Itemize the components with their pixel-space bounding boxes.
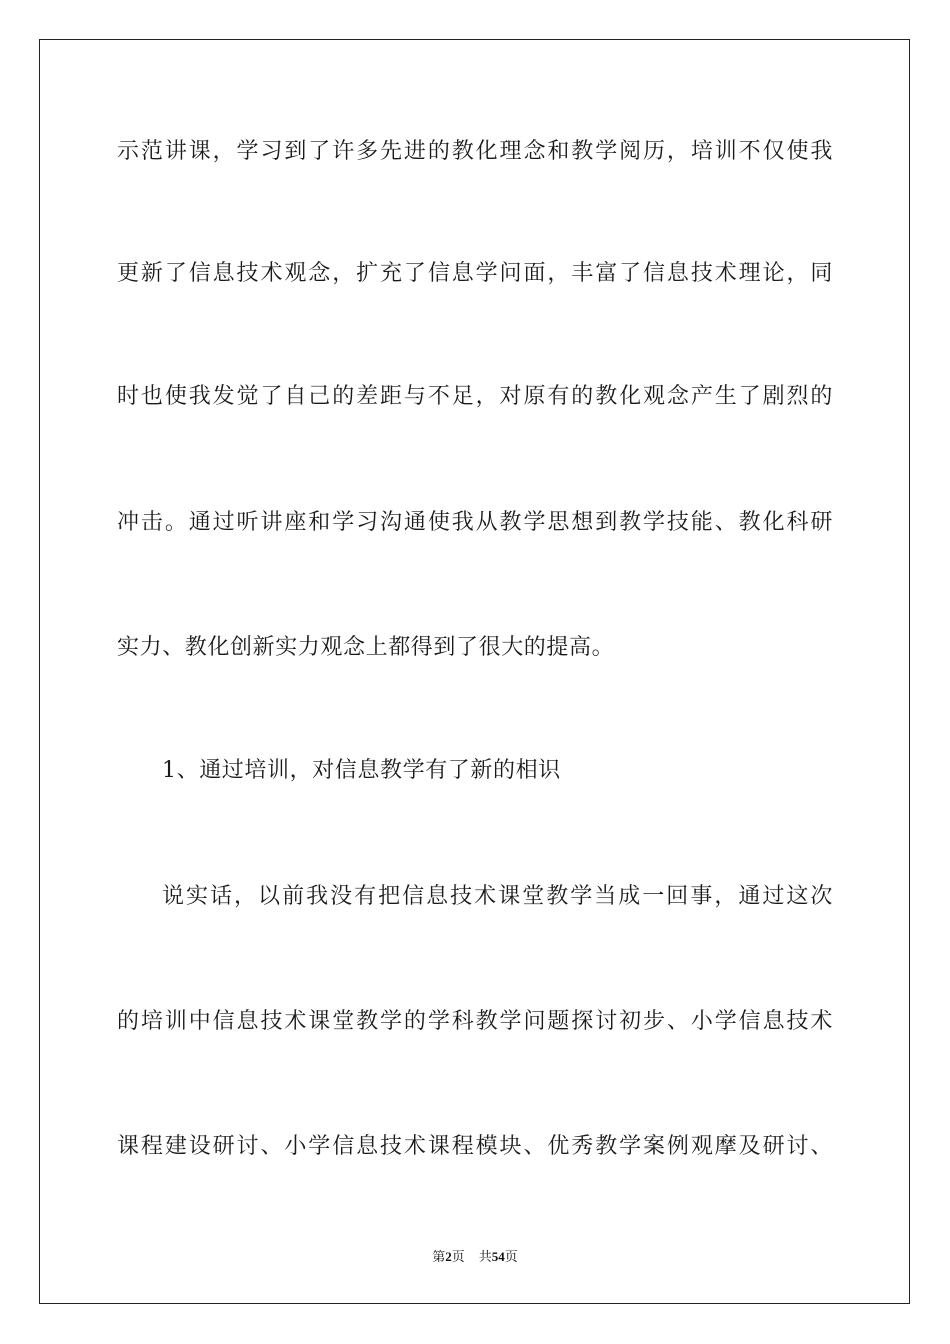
section-heading: 1、通过培训，对信息教学有了新的相识 (162, 758, 561, 783)
body-line-4: 冲击。通过听讲座和学习沟通使我从教学思想到教学技能、教化科研 (117, 510, 833, 535)
page-prefix: 第 (432, 1249, 446, 1264)
page-number: 2 (445, 1249, 452, 1264)
body-line-2: 更新了信息技术观念，扩充了信息学问面，丰富了信息技术理论，同 (117, 261, 833, 286)
body-line-9: 课程建设研讨、小学信息技术课程模块、优秀教学案例观摩及研讨、 (117, 1134, 833, 1159)
page-suffix: 页 (451, 1249, 465, 1264)
total-prefix: 共 (478, 1249, 492, 1264)
page-border (39, 39, 910, 1304)
body-line-8: 的培训中信息技术课堂教学的学科教学问题探讨初步、小学信息技术 (117, 1009, 833, 1034)
total-pages: 54 (491, 1249, 505, 1264)
body-line-3: 时也使我发觉了自己的差距与不足，对原有的教化观念产生了剧烈的 (117, 384, 833, 409)
body-line-7: 说实话，以前我没有把信息技术课堂教学当成一回事，通过这次 (162, 884, 833, 909)
page-footer (0, 1246, 950, 1265)
total-suffix: 页 (504, 1249, 518, 1264)
body-line-5: 实力、教化创新实力观念上都得到了很大的提高。 (117, 635, 615, 660)
body-line-1: 示范讲课，学习到了许多先进的教化理念和教学阅历，培训不仅使我 (117, 139, 833, 164)
